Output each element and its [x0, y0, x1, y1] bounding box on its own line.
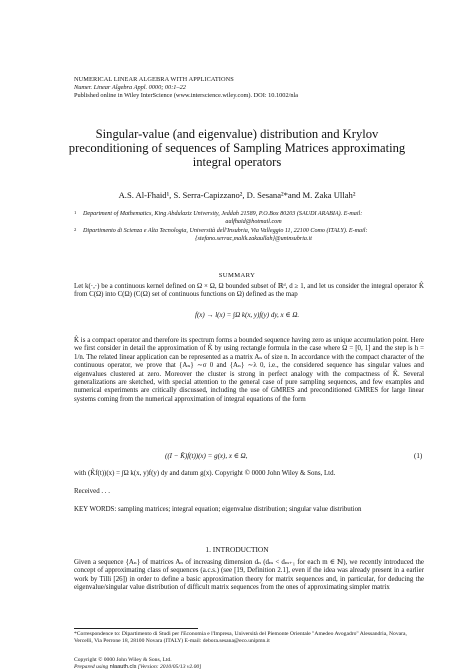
- summary-paragraph: with (K̂f(t))(x) = ∫Ω k(x, y)f(y) dy and datum g(x). Copyright © 0000 John Wiley & Sons, Ltd.: [74, 470, 336, 477]
- affiliation-text: Dipartimento di Scienza e Alta Tecnologia, Università dell'Insubria, Via Valleggio 11, 22100 Como (ITALY). E-mail:: [83, 228, 368, 234]
- prepared-using: [74, 664, 201, 670]
- equation-number: (1): [414, 452, 423, 460]
- class-file: nlaauth.cls: [109, 664, 137, 670]
- affiliation-1: [74, 210, 424, 226]
- affiliation-email[interactable]: {stefano.serrac,malik.zakaullah}@uninsubria.it: [195, 236, 312, 242]
- affiliation-number: 2: [74, 227, 77, 232]
- title-line: preconditioning of sequences of Sampling Matrices approximating: [68, 141, 406, 155]
- footnote-rule: [74, 628, 198, 629]
- affiliation-number: 1: [74, 210, 77, 215]
- affiliation-email[interactable]: aalfhaid@hotmail.com: [225, 219, 282, 225]
- intro-paragraph: Given a sequence {Aₙ} of matrices Aₙ of increasing dimension dₙ (dₘ < dₘ₊₁ for each m ∈ ℕ), we recently introduced the concept of approximating class of sequences (a.c.s.) (see [19, Definition 2.1], even if the idea was already present in a earlier work by Tilli [26]) in order to define a basic approximation theory for matrix sequences and, in particular, for deducing the eigenvalue/singular value distribution of difficult matrix sequences from the ones of approximating simpler matrix: [74, 559, 424, 592]
- keywords: [74, 506, 361, 513]
- keywords-text: sampling matrices; integral equation; eigenvalue distribution; singular value distribution: [118, 506, 362, 513]
- summary-paragraph: K̂ is a compact operator and therefore its spectrum forms a bounded sequence having zero as unique accumulation point. Here we first consider in detail the approximation of K̂ by using rectangle formula in the case where Ω = [0, 1] and the step is h = 1/n. The related linear application can be represented as a matrix Aₙ of size n. In accordance with the compact character of the continuous operator, we prove that {Aₙ} ∼σ 0 and {Aₙ} ∼λ 0, i.e., the considered sequence has singular values and eigenvalues clustered at zero. Moreover the cluster is strong in perfect analogy with the compactness of K̂. Several generalizations are sketched, with special attention to the general case of pure sampling sequences, and few examples and numerical experiments are critically discussed, including the use of GMRES and preconditioned GMRES for large linear systems coming from the numerical approximation of integral equations of the form: [74, 337, 424, 403]
- footnote: *Correspondence to: Dipartimento di Studi per l'Economia e l'Impresa, Università del Piemonte Orientale "Amedeo Avogadro" Alessandria, Novara, Vercelli, Via Perrone 18, 28100 Novara (ITALY) E-mail: debora.sesana@eco.unipmn.it: [74, 631, 407, 644]
- keywords-label: KEY WORDS:: [74, 506, 117, 513]
- affiliations: [74, 210, 424, 244]
- journal-header: [74, 76, 298, 100]
- equation-1: ((I − K̂)f(t))(x) = g(x), x ∈ Ω,: [165, 452, 248, 460]
- version-info: [Version: 2010/05/13 v2.00]: [137, 664, 202, 670]
- title-line: Singular-value (and eigenvalue) distribution and Krylov: [95, 127, 379, 141]
- equation-map: f(x) → l(x) = ∫Ω k(x, y)f(y) dy, x ∈ Ω.: [195, 311, 300, 319]
- received-line: Received . . .: [74, 488, 110, 495]
- summary-heading: SUMMARY: [218, 272, 256, 279]
- title-line: integral operators: [192, 155, 282, 169]
- affiliation-text: Department of Mathematics, King Abdulaziz University, Jeddah 21589, P.O.Box 80203 (SAUDI ARABIA). E-mail:: [83, 211, 363, 217]
- copyright: Copyright © 0000 John Wiley & Sons, Ltd.: [74, 657, 172, 663]
- paper-title: [40, 127, 434, 169]
- journal-name: NUMERICAL LINEAR ALGEBRA WITH APPLICATIONS: [74, 76, 234, 83]
- summary-paragraph: Let k(·,·) be a continuous kernel defined on Ω × Ω, Ω bounded subset of ℝᵈ, d ≥ 1, and let us consider the integral operator K̂ from C(Ω) into C(Ω) (C(Ω) set of continuous functions on Ω) defined as the map: [74, 283, 424, 299]
- prepared-label: Prepared using: [74, 664, 109, 670]
- affiliation-2: [74, 227, 424, 243]
- publication-info: Published online in Wiley InterScience (www.interscience.wiley.com). DOI: 10.1002/nla: [74, 92, 299, 99]
- section-heading: 1. INTRODUCTION: [205, 545, 269, 554]
- journal-citation: Numer. Linear Algebra Appl. 0000; 00:1–22: [74, 84, 186, 91]
- author-list: A.S. Al-Fhaid¹, S. Serra-Capizzano², D. Sesana²*and M. Zaka Ullah²: [118, 190, 356, 200]
